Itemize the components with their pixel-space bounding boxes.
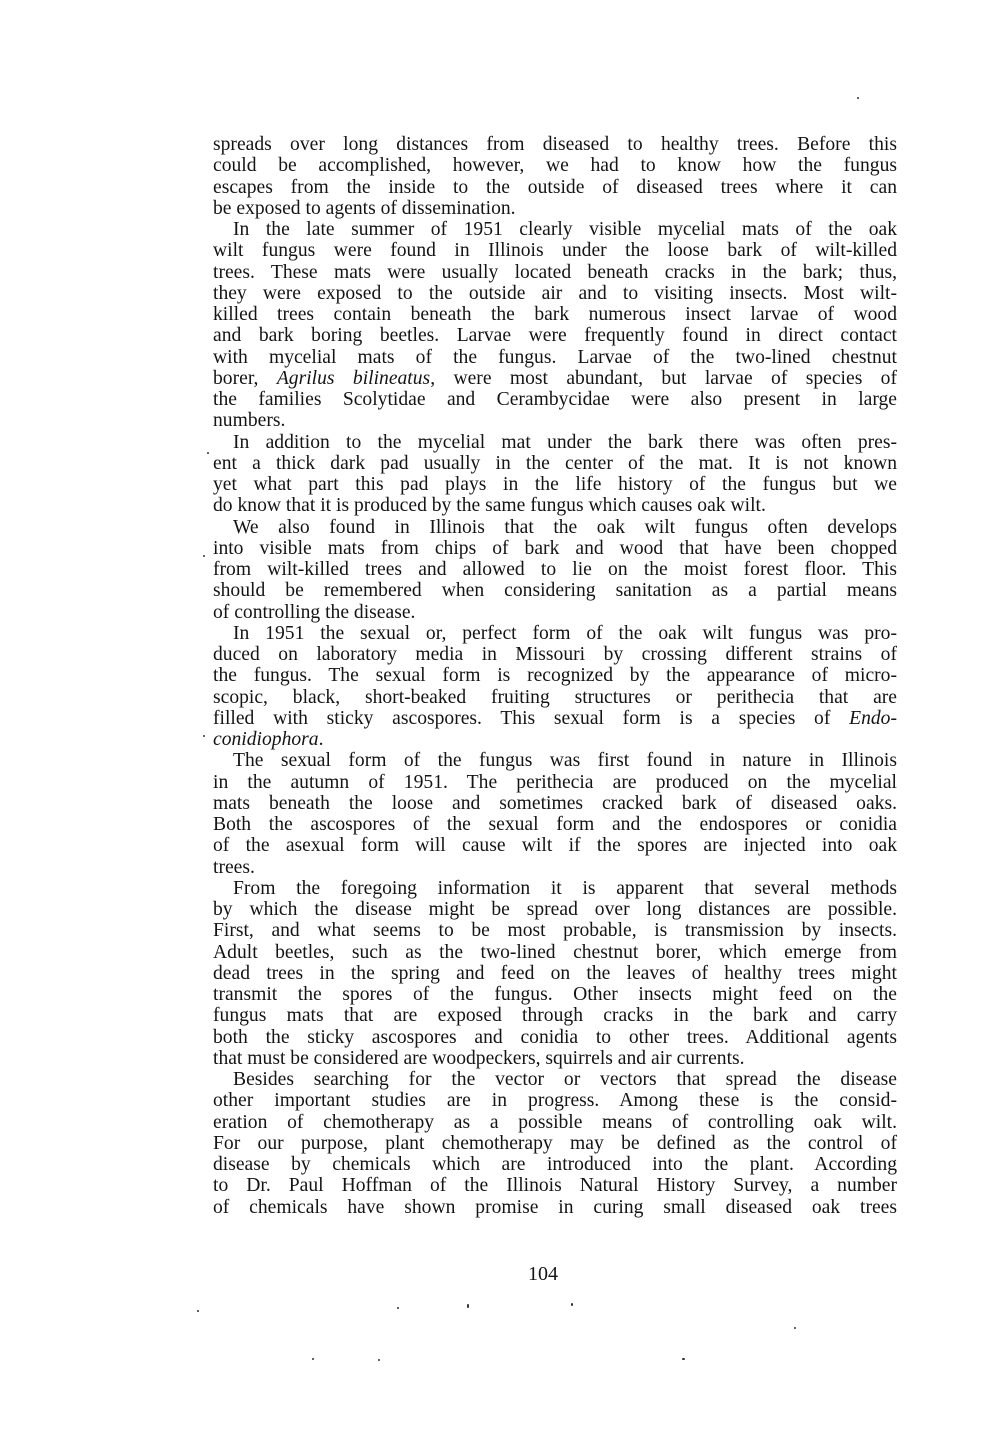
- text-line: The sexual form of the fungus was first found in nature in Illinois: [233, 750, 897, 772]
- text-span: .: [318, 729, 324, 750]
- text-line: to Dr. Paul Hoffman of the Illinois Natural History Survey, a number: [213, 1175, 897, 1197]
- scan-speck: [794, 1327, 796, 1329]
- text-line: with mycelial mats of the fungus. Larvae of the two-lined chestnut: [213, 346, 897, 368]
- text-line: eration of chemotherapy as a possible means of controlling oak wilt.: [213, 1111, 897, 1133]
- scan-speck: [857, 97, 859, 99]
- scan-speck: [467, 1304, 469, 1308]
- text-line: could be accomplished, however, we had to know how the fungus: [213, 155, 897, 177]
- text-line: From the foregoing information it is apparent that several methods: [233, 877, 897, 899]
- italic-species-name: Endo-: [849, 707, 897, 729]
- italic-species-name: conidiophora: [213, 729, 319, 750]
- scan-speck: [207, 452, 209, 454]
- text-line: escapes from the inside to the outside of diseased trees where it can: [213, 176, 897, 198]
- text-line: Besides searching for the vector or vectors that spread the disease: [233, 1069, 897, 1090]
- text-line: the families Scolytidae and Cerambycidae were also present in large: [213, 389, 897, 410]
- text-line: from wilt-killed trees and allowed to lie on the moist forest floor. This: [213, 559, 897, 580]
- text-line: spreads over long distances from diseased to healthy trees. Before this: [213, 134, 897, 155]
- text-line: should be remembered when considering sanitation as a partial means: [213, 580, 897, 602]
- text-line: mats beneath the loose and sometimes cracked bark of diseased oaks.: [213, 792, 897, 814]
- text-line: and bark boring beetles. Larvae were frequently found in direct contact: [213, 325, 897, 347]
- text-line: yet what part this pad plays in the life history of the fungus but we: [213, 474, 897, 495]
- text-line: killed trees contain beneath the bark numerous insect larvae of wood: [213, 304, 897, 325]
- body-text: [213, 134, 897, 1218]
- text-line: in the autumn of 1951. The perithecia are produced on the mycelial: [213, 771, 897, 793]
- text-line: First, and what seems to be most probable, is transmission by insects.: [213, 920, 897, 942]
- text-line: disease by chemicals which are introduced into the plant. According: [213, 1154, 897, 1175]
- text-line: ent a thick dark pad usually in the center of the mat. It is not known: [213, 452, 897, 474]
- scan-speck: [397, 1307, 399, 1309]
- scan-speck: [203, 735, 205, 737]
- text-line: they were exposed to the outside air and to visiting insects. Most wilt-: [213, 282, 897, 304]
- text-line: that must be considered are woodpeckers, squirrels and air currents.: [213, 1047, 745, 1069]
- text-line: Both the ascospores of the sexual form and the endospores or conidia: [213, 814, 897, 835]
- text-line: both the sticky ascospores and conidia to other trees. Additional agents: [213, 1026, 897, 1048]
- text-line: be exposed to agents of dissemination.: [213, 197, 516, 219]
- text-span: , were most abundant, but larvae of species of: [430, 367, 897, 389]
- text-line: trees. These mats were usually located beneath cracks in the bark; thus,: [213, 261, 897, 283]
- text-line: scopic, black, short-beaked fruiting structures or perithecia that are: [213, 686, 897, 708]
- text-line: [213, 368, 897, 389]
- text-line: other important studies are in progress. Among these is the consid-: [213, 1090, 897, 1112]
- text-line: For our purpose, plant chemotherapy may be defined as the control of: [213, 1132, 897, 1154]
- text-line: the fungus. The sexual form is recognized by the appearance of micro-: [213, 665, 897, 687]
- scan-speck: [312, 1358, 314, 1360]
- text-line: dead trees in the spring and feed on the leaves of healthy trees might: [213, 962, 897, 984]
- text-line: numbers.: [213, 410, 286, 432]
- text-span: filled with sticky ascospores. This sexual form is a species of: [213, 707, 850, 729]
- scan-speck: [682, 1358, 685, 1360]
- text-line: trees.: [213, 856, 255, 878]
- text-line: Adult beetles, such as the two-lined chestnut borer, which emerge from: [213, 941, 897, 963]
- text-line: of controlling the disease.: [213, 601, 416, 623]
- text-line: duced on laboratory media in Missouri by crossing different strains of: [213, 644, 897, 665]
- text-line: [213, 708, 897, 729]
- text-line: into visible mats from chips of bark and wood that have been chopped: [213, 537, 897, 559]
- text-span: borer,: [213, 367, 277, 389]
- scan-speck: [197, 1310, 199, 1312]
- text-line: In the late summer of 1951 clearly visible mycelial mats of the oak: [233, 219, 897, 240]
- text-line: In 1951 the sexual or, perfect form of the oak wilt fungus was pro-: [233, 622, 897, 644]
- text-line: do know that it is produced by the same fungus which causes oak wilt.: [213, 495, 766, 517]
- text-line: In addition to the mycelial mat under the bark there was often pres-: [233, 431, 897, 453]
- scan-speck: [571, 1303, 573, 1306]
- text-line: [213, 729, 897, 750]
- text-line: fungus mats that are exposed through cracks in the bark and carry: [213, 1005, 897, 1027]
- text-line: of the asexual form will cause wilt if the spores are injected into oak: [213, 835, 897, 857]
- text-line: transmit the spores of the fungus. Other insects might feed on the: [213, 984, 897, 1005]
- italic-species-name: Agrilus bilineatus: [276, 367, 431, 389]
- text-line: We also found in Illinois that the oak wilt fungus often develops: [233, 516, 897, 538]
- text-line: wilt fungus were found in Illinois under the loose bark of wilt-killed: [213, 240, 897, 262]
- text-line: of chemicals have shown promise in curing small diseased oak trees: [213, 1196, 897, 1218]
- scan-speck: [378, 1359, 380, 1361]
- text-line: by which the disease might be spread over long distances are possible.: [213, 899, 897, 920]
- scan-speck: [203, 555, 205, 557]
- page-number: 104: [528, 1263, 558, 1285]
